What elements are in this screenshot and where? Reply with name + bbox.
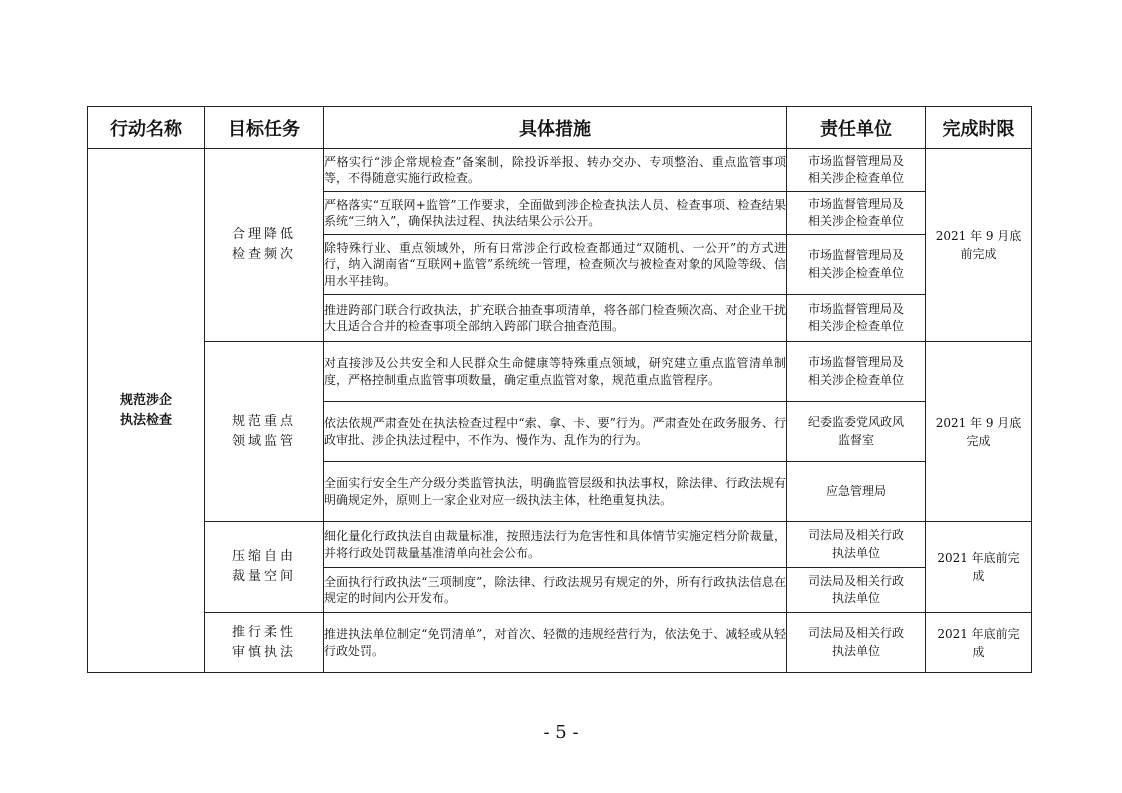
task-cell	[205, 613, 324, 673]
measure-cell: 依法依规严肃查处在执法检查过程中“索、拿、卡、要”行为。严肃查处在政务服务、行政审批、涉企执法过程中，不作为、慢作为、乱作为的行为。	[324, 402, 787, 462]
header-responsible-unit: 责任单位	[787, 107, 926, 149]
unit-line: 相关涉企检查单位	[807, 372, 904, 387]
unit-cell	[787, 522, 926, 568]
unit-line: 市场监督管理局及	[807, 153, 904, 168]
deadline-cell	[926, 613, 1032, 673]
task-line: 检查频次	[231, 247, 296, 262]
task-cell	[205, 342, 324, 522]
action-name-line: 规范涉企	[119, 392, 172, 408]
table-row	[88, 149, 1032, 192]
unit-line: 相关涉企检查单位	[807, 265, 904, 280]
measure-cell: 严格落实“互联网+监管”工作要求，全面做到涉企检查执法人员、检查事项、检查结果系统“三纳入”，确保执法过程、执法结果公示公开。	[324, 192, 787, 235]
action-name-cell	[88, 149, 205, 673]
unit-line: 执法单位	[831, 591, 880, 605]
measure-cell: 细化量化行政执法自由裁量标准，按照违法行为危害性和具体情节实施定档分阶裁量，并将行政处罚裁量基准清单向社会公布。	[324, 522, 787, 568]
unit-cell	[787, 613, 926, 673]
measure-cell: 除特殊行业、重点领域外，所有日常涉企行政检查都通过“双随机、一公开”的方式进行，纳入湖南省“互联网+监管”系统统一管理，检查频次与被检查对象的风险等级、信用水平挂钩。	[324, 235, 787, 295]
header-deadline: 完成时限	[926, 107, 1032, 149]
task-line: 推行柔性	[231, 624, 296, 640]
unit-cell	[787, 462, 926, 522]
task-line: 规范重点	[231, 413, 296, 429]
unit-cell	[787, 568, 926, 613]
action-plan-table	[87, 106, 1032, 673]
unit-line: 监督室	[837, 432, 874, 447]
header-measures: 具体措施	[324, 107, 787, 149]
unit-cell	[787, 342, 926, 402]
unit-cell	[787, 402, 926, 462]
unit-line: 市场监督管理局及	[807, 248, 904, 262]
task-cell	[205, 522, 324, 613]
measure-cell: 严格实行“涉企常规检查”备案制，除投诉举报、转办交办、专项整治、重点监管事项等，不得随意实施行政检查。	[324, 149, 787, 192]
task-line: 领域监管	[231, 433, 296, 449]
deadline-cell	[926, 522, 1032, 613]
deadline-cell	[926, 342, 1032, 522]
unit-line: 市场监督管理局及	[807, 301, 904, 316]
unit-line: 司法局及相关行政	[807, 528, 904, 542]
measure-cell: 全面实行安全生产分级分类监管执法，明确监管层级和执法事权，除法律、行政法规有明确规定外，原则上一家企业对应一级执法主体，杜绝重复执法。	[324, 462, 787, 522]
task-line: 压缩自由	[231, 549, 296, 564]
table-row	[88, 522, 1032, 568]
task-line: 裁量空间	[231, 569, 296, 584]
table-row	[88, 342, 1032, 402]
unit-line: 相关涉企检查单位	[807, 319, 904, 333]
deadline-line: 前完成	[960, 247, 997, 261]
header-target-task: 目标任务	[205, 107, 324, 149]
unit-cell	[787, 235, 926, 295]
action-name-line: 执法检查	[119, 412, 172, 428]
table-row	[88, 613, 1032, 673]
deadline-line: 成	[972, 644, 985, 659]
task-line: 合理降低	[231, 227, 296, 242]
deadline-cell	[926, 149, 1032, 342]
unit-line: 司法局及相关行政	[807, 626, 904, 640]
measure-cell: 全面执行行政执法“三项制度”，除法律、行政法规另有规定的外，所有行政执法信息在规定的时间内公开发布。	[324, 568, 787, 613]
unit-line: 相关涉企检查单位	[807, 171, 904, 185]
task-cell	[205, 149, 324, 342]
measure-cell: 对直接涉及公共安全和人民群众生命健康等特殊重点领域，研究建立重点监管清单制度，严格控制重点监管事项数量，确定重点监管对象，规范重点监管程序。	[324, 342, 787, 402]
unit-line: 纪委监委党风政风	[807, 415, 904, 429]
deadline-line: 完成	[966, 433, 991, 448]
deadline-line: 2021 年 9 月底	[935, 229, 1022, 243]
page-number: - 5 -	[543, 722, 579, 743]
measure-cell: 推进跨部门联合行政执法，扩充联合抽查事项清单，将各部门检查频次高、对企业干扰大且适合合并的检查事项全部纳入跨部门联合抽查范围。	[324, 295, 787, 342]
unit-line: 市场监督管理局及	[807, 355, 904, 369]
header-action-name: 行动名称	[88, 107, 205, 149]
deadline-line: 2021 年底前完	[937, 626, 1020, 641]
unit-line: 应急管理局	[825, 483, 886, 498]
unit-line: 执法单位	[831, 643, 880, 658]
unit-line: 市场监督管理局及	[807, 196, 904, 211]
unit-line: 司法局及相关行政	[807, 573, 904, 588]
deadline-line: 2021 年底前完	[937, 551, 1020, 565]
header-row	[88, 107, 1032, 149]
unit-line: 相关涉企检查单位	[807, 214, 904, 228]
task-line: 审慎执法	[231, 644, 296, 660]
deadline-line: 成	[972, 569, 985, 583]
unit-cell	[787, 149, 926, 192]
measure-cell: 推进执法单位制定“免罚清单”，对首次、轻微的违规经营行为，依法免于、减轻或从轻行政处罚。	[324, 613, 787, 673]
unit-cell	[787, 295, 926, 342]
deadline-line: 2021 年 9 月底	[935, 415, 1022, 430]
unit-cell	[787, 192, 926, 235]
unit-line: 执法单位	[831, 545, 880, 560]
